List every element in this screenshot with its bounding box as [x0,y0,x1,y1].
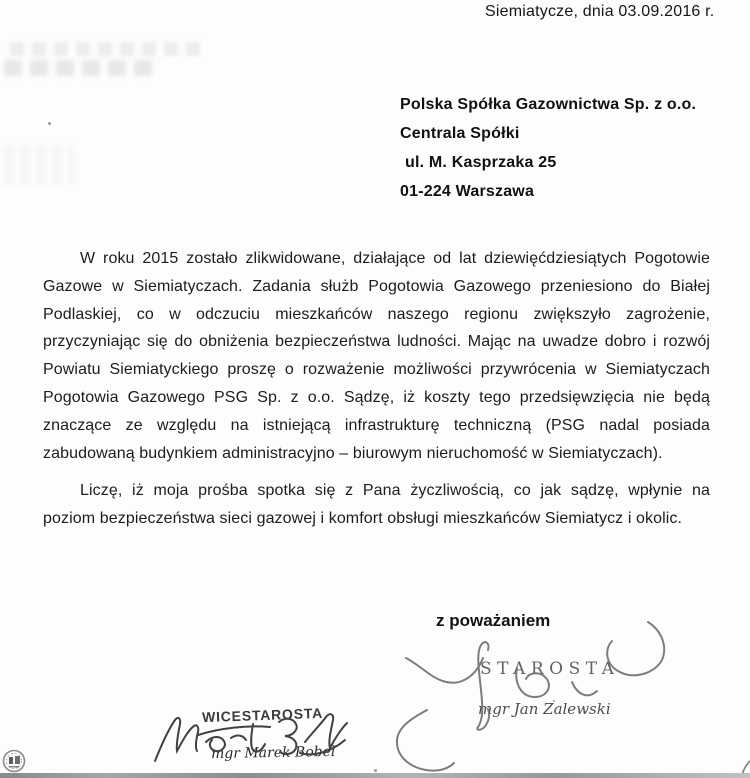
recipient-line: Centrala Spółki [400,125,520,142]
starosta-title-stamp: STAROSTA [480,659,620,679]
wicestarosta-title-stamp: WICESTAROSTA [201,704,324,726]
wicestarosta-name-stamp: mgr Marek Bobel [210,743,336,763]
body-line: znaczące ze względu na istniejącą infrastrukturę techniczną (PSG nadal posiada [43,416,710,434]
recipient-line: 01-224 Warszawa [400,183,535,200]
body-line: Liczę, iż moja prośba spotka się z Pana życzliwością, co jak sądzę, wpłynie na [80,482,710,499]
recipient-line: Polska Spółka Gazownictwa Sp. z o.o. [400,96,697,113]
recipient-line: ul. M. Kasprzaka 25 [405,154,557,171]
starosta-name-stamp: mgr Jan Zalewski [478,700,611,718]
marek-bobel-signature-icon [155,714,347,761]
body-line: zabudowaną budynkiem administracyjno – biurowym nieruchomość w Siemiatyczach). [43,444,663,462]
jan-zalewski-signature-icon [397,622,664,771]
body-line: Powiatu Siemiatyckiego proszę o rozważenie możliwości przywrócenia w Siemiatyczach [43,361,710,379]
dateline: Siemiatycze, dnia 03.09.2016 r. [485,3,715,20]
valediction: z poważaniem [436,611,551,630]
body-line: Pogotowia Gazowego PSG Sp. z o.o. Sądzę, iż koszty tego przedsięwzięcia nie będą [43,388,710,406]
body-line: przyczyniając się do obniżenia bezpieczeństwa ludności. Mając na uwadze dobro i rozwój [43,333,710,351]
round-seal-stamp-icon [4,751,25,772]
body-line: W roku 2015 zostało zlikwidowane, działające od lat dziewięćdziesiątych Pogotowie [80,250,710,267]
scan-edge-bar [0,773,750,778]
body-line: Gazowe w Siemiatyczach. Zadania służb Pogotowia Gazowego przeniesiono do Białej [43,277,710,295]
body-line: Podlaskiej, co w odczuciu mieszkańców naszego regionu zwiększyło zagrożenie, [43,305,710,323]
body-line: poziom bezpieczeństwa sieci gazowej i komfort obsługi mieszkańców Siemiatycz i okolic. [43,509,683,527]
